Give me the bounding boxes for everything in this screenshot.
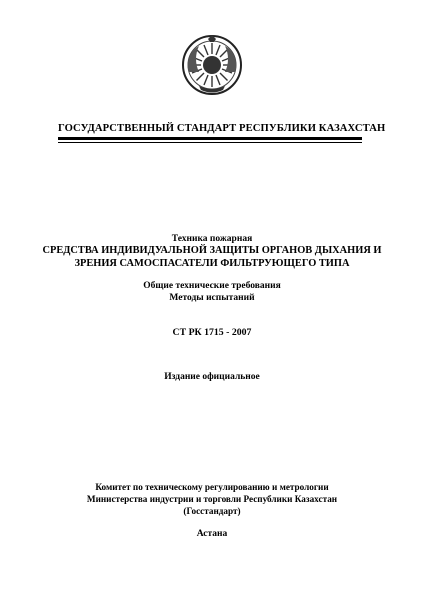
- edition-label: Издание официальное: [164, 372, 260, 382]
- header-rule-thin: [58, 142, 362, 143]
- publisher-line-3: (Госстандарт): [183, 506, 241, 516]
- document-title-line-2: ЗРЕНИЯ САМОСПАСАТЕЛИ ФИЛЬТРУЮЩЕГО ТИПА: [74, 258, 350, 269]
- publication-city: Астана: [196, 529, 228, 539]
- requirements-line-1: Общие технические требования: [143, 281, 281, 291]
- standard-code: СТ РК 1715 - 2007: [172, 327, 252, 338]
- requirements-line-2: Методы испытаний: [169, 293, 255, 303]
- header-rule-thick: [58, 137, 362, 140]
- state-emblem-icon: [181, 34, 243, 96]
- publisher-line-1: Комитет по техническому регулированию и метрологии: [95, 482, 329, 492]
- document-title-line-1: СРЕДСТВА ИНДИВИДУАЛЬНОЙ ЗАЩИТЫ ОРГАНОВ ДЫХАНИЯ И: [42, 245, 382, 256]
- standard-authority-heading: ГОСУДАРСТВЕННЫЙ СТАНДАРТ РЕСПУБЛИКИ КАЗАХСТАН: [58, 123, 386, 134]
- publisher-line-2: Министерства индустрии и торговли Республики Казахстан: [86, 494, 338, 504]
- document-subject: Техника пожарная: [171, 234, 253, 244]
